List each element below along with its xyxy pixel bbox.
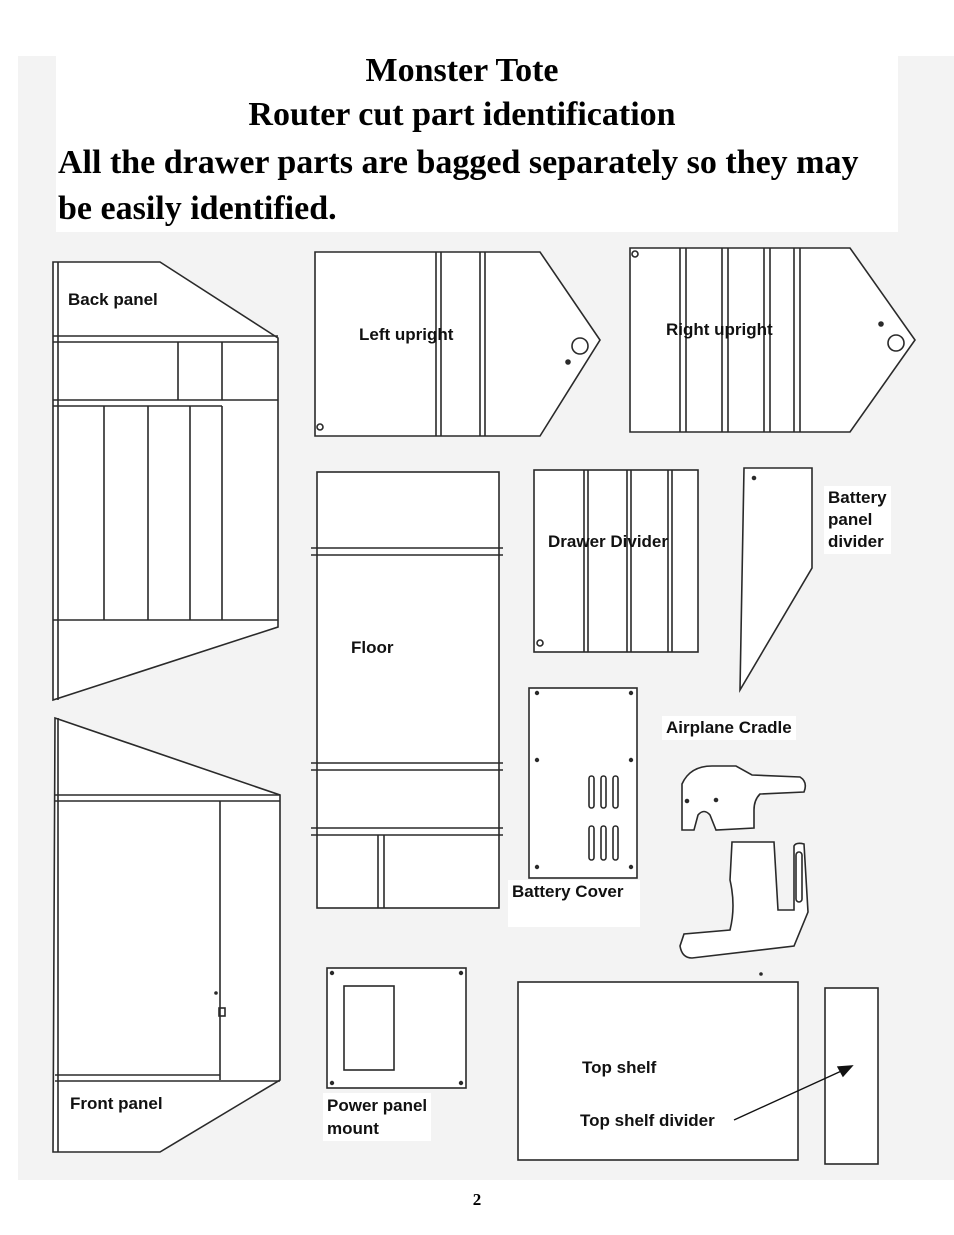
label-right-upright: Right upright <box>666 320 773 339</box>
top-shelf-divider-part <box>825 988 878 1164</box>
label-floor: Floor <box>347 636 398 660</box>
label-battery-panel-divider <box>824 486 891 554</box>
page-subtitle: Router cut part identification <box>248 96 676 133</box>
top-shelf-part <box>518 982 798 1160</box>
page-note: All the drawer parts are bagged separately so they may be easily identified. <box>58 144 859 227</box>
airplane-cradle-part <box>680 766 808 975</box>
power-panel-mount-part <box>327 968 466 1088</box>
drawer-divider-part <box>534 470 698 652</box>
label-left-upright: Left upright <box>359 325 454 344</box>
left-upright-part <box>315 252 600 436</box>
label-battery-panel-divider-line3: divider <box>828 532 884 551</box>
label-power-panel-mount-line2: mount <box>327 1119 379 1138</box>
label-power-panel-mount-line1: Power panel <box>327 1096 428 1115</box>
back-panel-part <box>53 262 278 700</box>
label-top-shelf: Top shelf <box>582 1058 657 1077</box>
floor-part <box>311 472 503 908</box>
label-top-shelf-divider: Top shelf divider <box>580 1111 715 1130</box>
battery-panel-divider-part <box>740 468 812 690</box>
page-number: 2 <box>472 1190 482 1209</box>
label-drawer-divider: Drawer Divider <box>548 532 668 551</box>
battery-cover-part <box>529 688 637 878</box>
label-front-panel: Front panel <box>66 1092 167 1116</box>
label-back-panel: Back panel <box>64 288 162 312</box>
front-panel-part <box>53 718 280 1152</box>
label-power-panel-mount <box>323 1093 431 1141</box>
label-battery-panel-divider-line1: Battery <box>828 488 887 507</box>
page-title: Monster Tote <box>365 52 559 89</box>
label-airplane-cradle: Airplane Cradle <box>662 716 796 740</box>
label-battery-cover: Battery Cover <box>508 880 640 927</box>
label-battery-panel-divider-line2: panel <box>828 510 873 529</box>
